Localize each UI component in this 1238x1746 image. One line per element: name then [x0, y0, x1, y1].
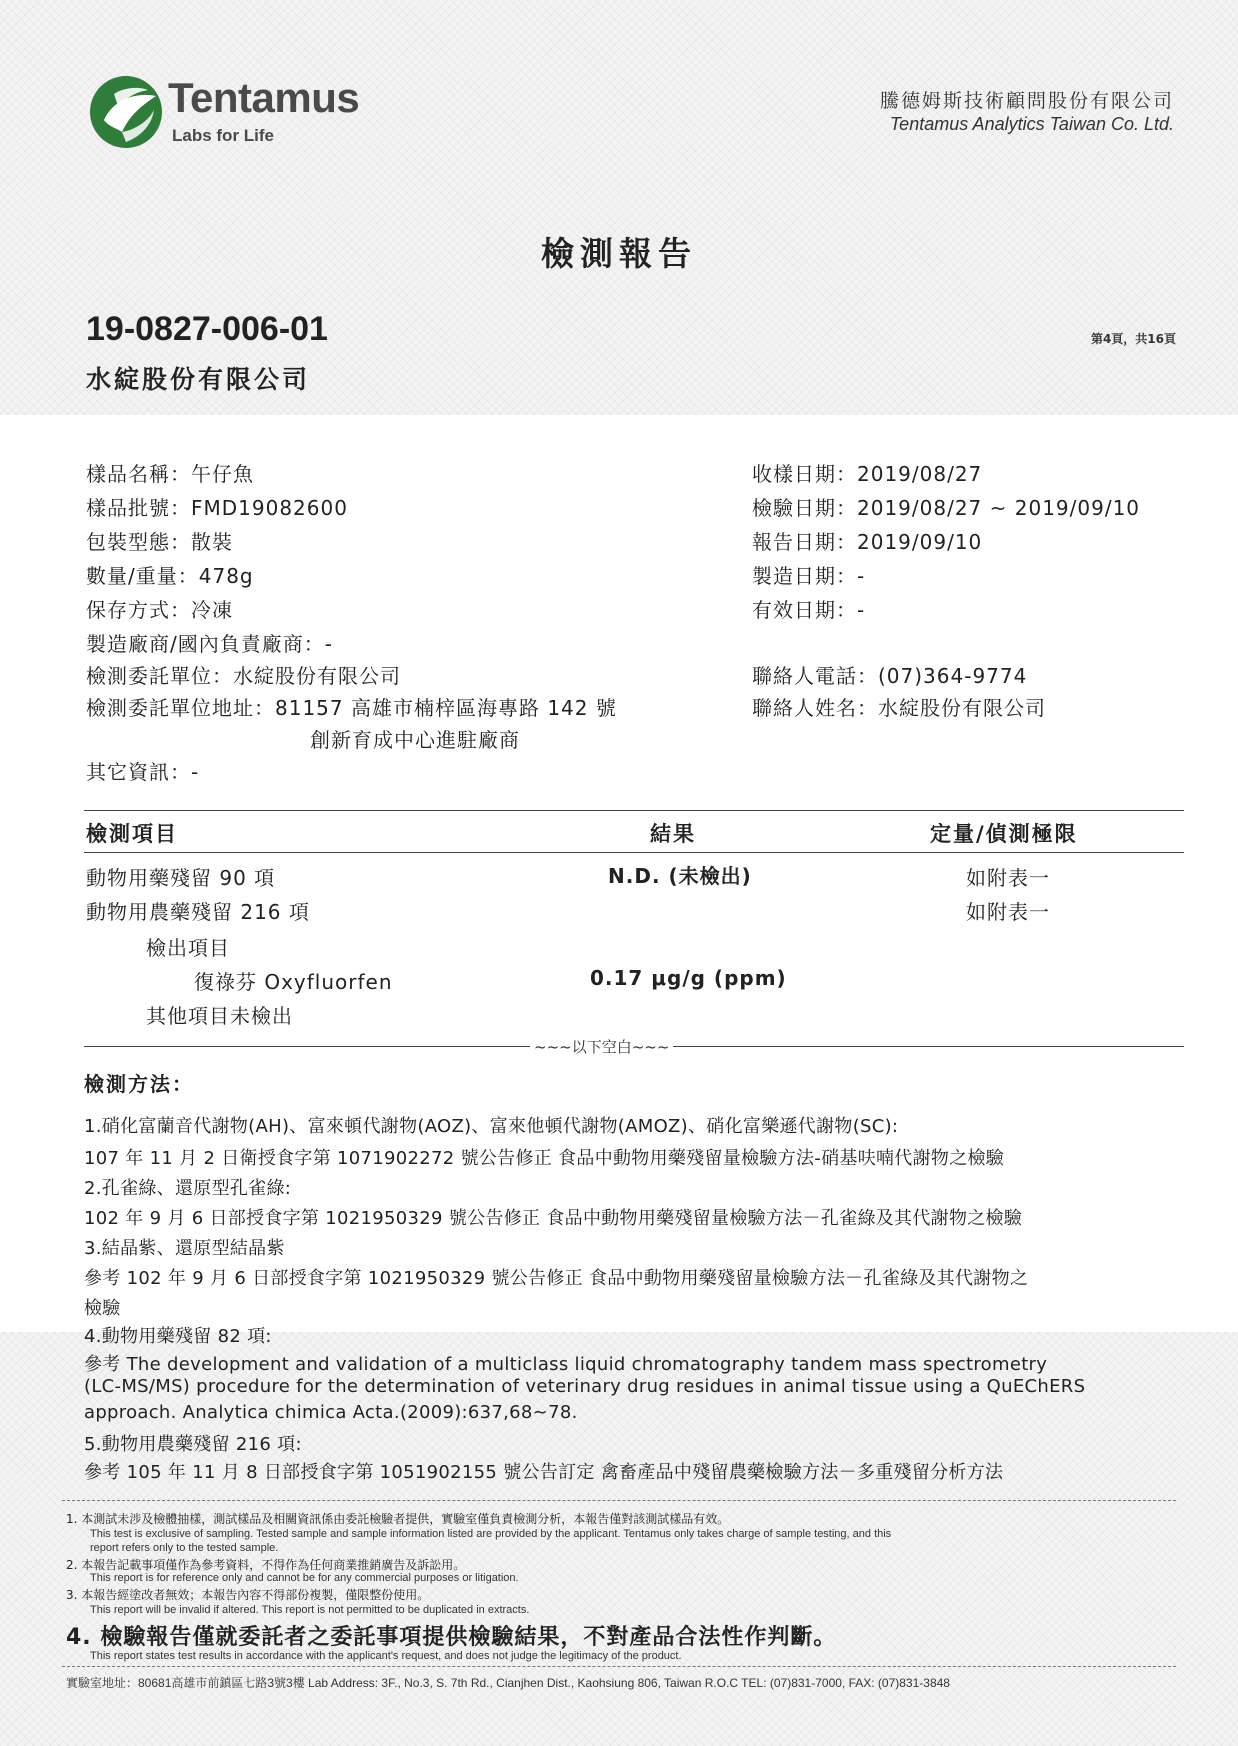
- field-value: -: [857, 598, 866, 622]
- header-background: [0, 0, 1238, 415]
- footnote-3-zh: 3. 本報告經塗改者無效；本報告內容不得部份複製，僅限整份使用。: [66, 1588, 430, 1602]
- footnote-2-zh: 2. 本報告記載事項僅作為參考資料，不得作為任何商業推銷廣告及訴訟用。: [66, 1558, 466, 1572]
- field-value: (07)364-9774: [878, 664, 1028, 688]
- company-name-en: Tentamus Analytics Taiwan Co. Ltd.: [889, 114, 1174, 134]
- field-value: 散裝: [191, 530, 233, 554]
- field-label: 包裝型態：: [86, 530, 191, 554]
- result-item: 動物用農藥殘留 216 項: [86, 900, 310, 924]
- method-line: 2.孔雀綠、還原型孔雀綠:: [84, 1178, 292, 1199]
- table-top-rule: [84, 810, 1184, 811]
- field-value: 2019/09/10: [857, 530, 983, 554]
- method-line: 107 年 11 月 2 日衛授食字第 1071902272 號公告修正 食品中動物用藥殘留量檢驗方法-硝基呋喃代謝物之檢驗: [84, 1148, 1005, 1169]
- company-name-zh: 騰德姆斯技術顧問股份有限公司: [879, 90, 1174, 112]
- mfg-date-row: [752, 560, 865, 589]
- field-label: 報告日期：: [752, 530, 857, 554]
- end-of-table-mark: ~~~以下空白~~~: [530, 1036, 673, 1057]
- method-line: 參考 105 年 11 月 8 日部授食字第 1051902155 號公告訂定 禽畜產品中殘留農藥檢驗方法－多重殘留分析方法: [84, 1462, 1004, 1483]
- field-value: 2019/08/27: [857, 462, 983, 486]
- field-value: 水綻股份有限公司: [233, 664, 401, 688]
- method-line: approach. Analytica chimica Acta.(2009):637,68~78.: [84, 1402, 578, 1423]
- result-item: 其他項目未檢出: [146, 1004, 293, 1028]
- footnote-4-zh: 4. 檢驗報告僅就委託者之委託事項提供檢驗結果，不對產品合法性作判斷。: [66, 1625, 837, 1650]
- table-header-rule: [84, 852, 1184, 853]
- method-line: 參考 The development and validation of a multiclass liquid chromatography tandem mass spectrometry: [84, 1354, 1048, 1375]
- field-label: 樣品名稱：: [86, 462, 191, 486]
- lab-address: 實驗室地址：80681高雄市前鎮區七路3號3樓 Lab Address: 3F., No.3, S. 7th Rd., Cianjhen Dist., Kaohsiung 806, Taiwan R.O.C TEL: (07)831-7000, FAX: (07)831-3848: [66, 1676, 950, 1690]
- field-value: -: [191, 760, 200, 784]
- header-limit: 定量/偵測極限: [930, 822, 1078, 846]
- method-line: 檢驗: [84, 1298, 121, 1319]
- exp-date-row: [752, 594, 865, 623]
- requester-address-line2: 創新育成中心進駐廠商: [310, 728, 520, 752]
- field-value: -: [857, 564, 866, 588]
- leaf-logo-icon: [86, 70, 168, 152]
- result-value: N.D. (未檢出): [608, 864, 752, 888]
- field-label: 其它資訊：: [86, 760, 191, 784]
- logo-tagline: Labs for Life: [172, 126, 275, 145]
- footnote-1-zh: 1. 本測試未涉及檢體抽樣，測試樣品及相關資訊係由委託檢驗者提供，實驗室僅負責檢測分析，本報告僅對該測試樣品有效。: [66, 1512, 730, 1526]
- manufacturer-row: [86, 628, 333, 657]
- field-value: 冷凍: [191, 598, 233, 622]
- header-item: 檢測項目: [86, 822, 178, 846]
- contact-phone-row: [752, 660, 1027, 689]
- field-label: 聯絡人姓名：: [752, 696, 878, 720]
- sample-name-row: [86, 458, 254, 487]
- method-line: 4.動物用藥殘留 82 項:: [84, 1326, 272, 1347]
- received-date-row: [752, 458, 982, 487]
- sample-batch-row: [86, 492, 348, 521]
- page-number: 第4頁，共16頁: [1090, 332, 1176, 346]
- footnote-3-en: This report will be invalid if altered. This report is not permitted to be duplicated in extracts.: [90, 1604, 530, 1616]
- contact-name-row: [752, 692, 1046, 721]
- logo-wordmark: Tentamus: [168, 74, 360, 121]
- method-line: 1.硝化富蘭音代謝物(AH)、富來頓代謝物(AOZ)、富來他頓代謝物(AMOZ)、硝化富樂遜代謝物(SC):: [84, 1116, 899, 1137]
- footnote-4-en: This report states test results in accordance with the applicant's request, and does not judge the legitimacy of the product.: [90, 1650, 682, 1662]
- field-label: 檢測委託單位：: [86, 664, 233, 688]
- field-label: 聯絡人電話：: [752, 664, 878, 688]
- field-value: -: [324, 632, 333, 656]
- document-title: 檢測報告: [541, 234, 697, 273]
- methods-title: 檢測方法：: [84, 1072, 194, 1096]
- field-label: 製造日期：: [752, 564, 857, 588]
- requester-row: [86, 660, 401, 689]
- field-value: 午仔魚: [191, 462, 254, 486]
- storage-row: [86, 594, 233, 623]
- package-row: [86, 526, 233, 555]
- tentamus-logo: [86, 68, 386, 158]
- client-name: 水綻股份有限公司: [86, 365, 311, 394]
- header-result: 結果: [650, 822, 696, 846]
- result-item: 動物用藥殘留 90 項: [86, 866, 276, 890]
- method-line: 102 年 9 月 6 日部授食字第 1021950329 號公告修正 食品中動物用藥殘留量檢驗方法－孔雀綠及其代謝物之檢驗: [84, 1208, 1023, 1229]
- field-value: 2019/08/27 ~ 2019/09/10: [857, 496, 1141, 520]
- footnote-1-en-cont: report refers only to the tested sample.: [90, 1542, 279, 1554]
- field-label: 數量/重量：: [86, 564, 199, 588]
- method-line: 5.動物用農藥殘留 216 項:: [84, 1434, 302, 1455]
- requester-address-row: [86, 692, 617, 721]
- field-value: FMD19082600: [191, 496, 348, 520]
- quantity-row: [86, 560, 254, 589]
- footnote-rule: [62, 1500, 1176, 1501]
- field-value: 水綻股份有限公司: [878, 696, 1046, 720]
- footnote-1-en: This test is exclusive of sampling. Tested sample and sample information listed are provided by the applicant. Tentamus only takes charge of sample testing, and this: [90, 1528, 892, 1540]
- field-label: 有效日期：: [752, 598, 857, 622]
- address-rule: [62, 1666, 1176, 1667]
- test-date-row: [752, 492, 1140, 521]
- result-limit: 如附表一: [966, 866, 1050, 890]
- field-label: 保存方式：: [86, 598, 191, 622]
- field-label: 檢驗日期：: [752, 496, 857, 520]
- field-label: 製造廠商/國內負責廠商：: [86, 632, 325, 656]
- field-value: 81157 高雄市楠梓區海專路 142 號: [275, 696, 617, 720]
- method-line: 參考 102 年 9 月 6 日部授食字第 1021950329 號公告修正 食品中動物用藥殘留量檢驗方法－孔雀綠及其代謝物之: [84, 1268, 1029, 1289]
- result-value: 0.17 μg/g (ppm): [590, 966, 787, 990]
- field-label: 樣品批號：: [86, 496, 191, 520]
- result-limit: 如附表一: [966, 900, 1050, 924]
- method-line: (LC-MS/MS) procedure for the determination of veterinary drug residues in animal tissue using a QuEChERS: [84, 1376, 1086, 1397]
- result-item: 復祿芬 Oxyfluorfen: [194, 970, 393, 994]
- report-number: 19-0827-006-01: [86, 310, 328, 348]
- footnote-2-en: This report is for reference only and cannot be for any commercial purposes or litigation.: [90, 1572, 519, 1584]
- method-line: 3.結晶紫、還原型結晶紫: [84, 1238, 285, 1259]
- field-label: 檢測委託單位地址：: [86, 696, 275, 720]
- result-item: 檢出項目: [146, 936, 230, 960]
- other-info-row: [86, 756, 199, 785]
- report-date-row: [752, 526, 982, 555]
- field-label: 收樣日期：: [752, 462, 857, 486]
- field-value: 478g: [198, 564, 254, 588]
